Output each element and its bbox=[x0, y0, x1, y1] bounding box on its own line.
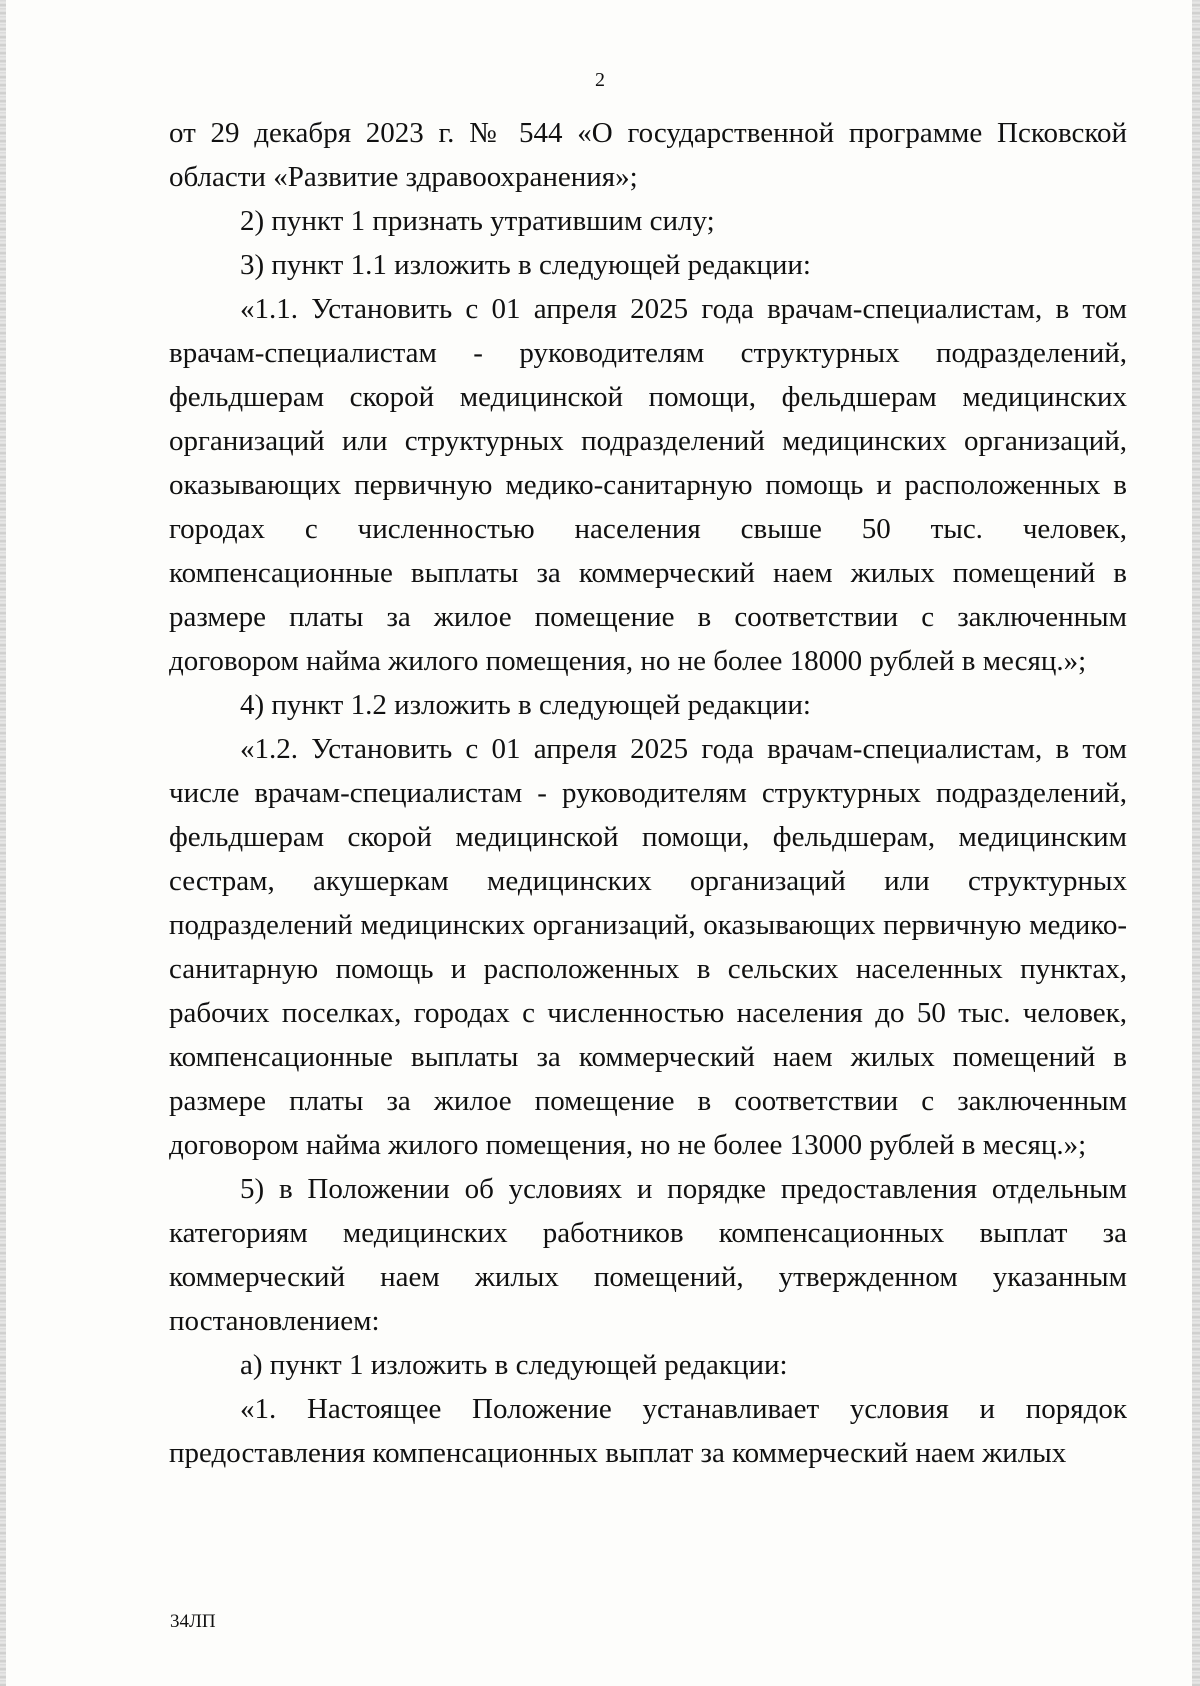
paragraph-clause-1-1: «1.1. Установить с 01 апреля 2025 года врачам-специалистам, в том врачам-специалистам - руководителям структурных подразделений, фельдшерам скорой медицинской помощи, фельдшерам медицинских организаций или структурных подразделений медицинских организаций, оказывающих первичную медико-санитарную помощь и расположенных в городах с численностью населения свыше 50 тыс. человек, компенсационные выплаты за коммерческий наем жилых помещений в размере платы за жилое помещение в соответствии с заключенным договором найма жилого помещения, но не более 18000 рублей в месяц.»; bbox=[169, 293, 1127, 677]
paragraph-item-5: 5) в Положении об условиях и порядке предоставления отдельным категориям медицинских работников компенсационных выплат за коммерческий наем жилых помещений, утвержденном указанным постановлением: bbox=[169, 1173, 1127, 1337]
document-body bbox=[169, 111, 1127, 1475]
paragraph-continuation: от 29 декабря 2023 г. № 544 «О государственной программе Псковской области «Развитие здравоохранения»; bbox=[169, 117, 1127, 193]
paragraph-clause-1: «1. Настоящее Положение устанавливает условия и порядок предоставления компенсационных выплат за коммерческий наем жилых bbox=[169, 1393, 1127, 1469]
document-code: 34ЛП bbox=[170, 1611, 216, 1632]
scan-edge-left bbox=[0, 0, 6, 1686]
paragraph-item-5a: а) пункт 1 изложить в следующей редакции: bbox=[240, 1349, 788, 1381]
paragraph-item-3: 3) пункт 1.1 изложить в следующей редакции: bbox=[240, 249, 811, 281]
page-number: 2 bbox=[595, 69, 605, 91]
paragraph-clause-1-2: «1.2. Установить с 01 апреля 2025 года врачам-специалистам, в том числе врачам-специалистам - руководителям структурных подразделений, фельдшерам скорой медицинской помощи, фельдшерам, медицинским сестрам, акушеркам медицинских организаций или структурных подразделений медицинских организаций, оказывающих первичную медико-санитарную помощь и расположенных в сельских населенных пунктах, рабочих поселках, городах с численностью населения до 50 тыс. человек, компенсационные выплаты за коммерческий наем жилых помещений в размере платы за жилое помещение в соответствии с заключенным договором найма жилого помещения, но не более 13000 рублей в месяц.»; bbox=[169, 733, 1127, 1161]
paragraph-item-2: 2) пункт 1 признать утратившим силу; bbox=[240, 205, 715, 237]
scan-edge-right bbox=[1192, 0, 1200, 1686]
paragraph-item-4: 4) пункт 1.2 изложить в следующей редакции: bbox=[240, 689, 811, 721]
